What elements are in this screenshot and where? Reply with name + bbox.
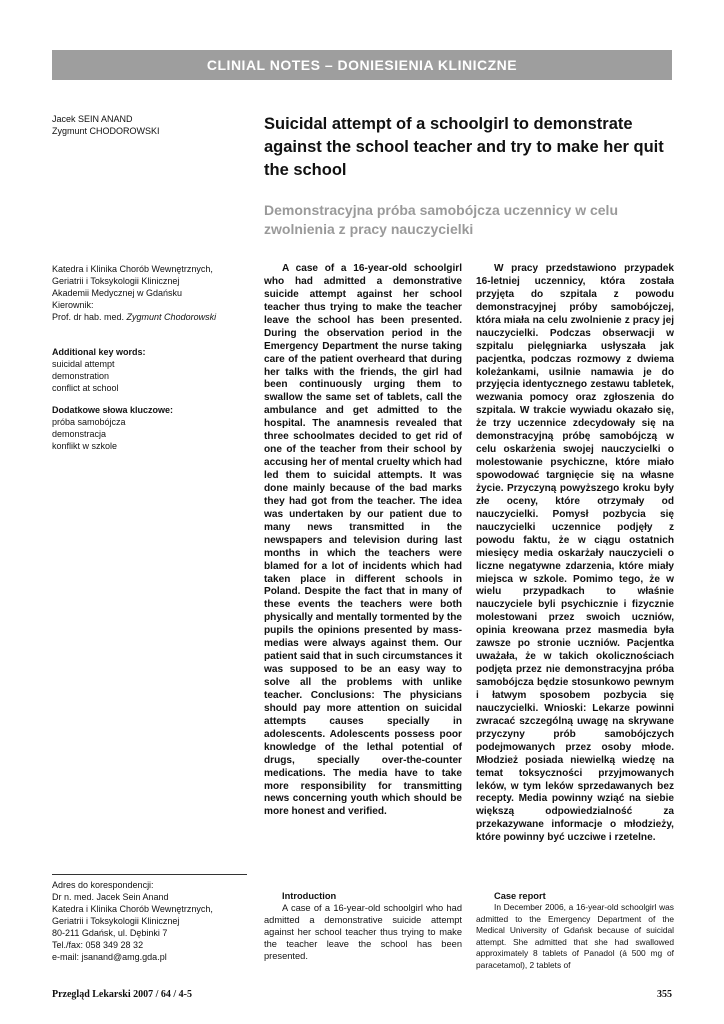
keyword-item: próba samobójcza [52,417,126,427]
author-name: Jacek SEIN ANAND [52,114,133,124]
introduction-section [264,890,462,962]
affiliation [52,263,252,323]
case-report-heading: Case report [494,891,546,901]
introduction-heading: Introduction [282,891,337,901]
article-title: Suicidal attempt of a schoolgirl to demonstrate against the school teacher and try to make her quit the school [264,115,664,179]
correspondence-line: Katedra i Klinika Chorób Wewnętrznych, [52,904,213,914]
affiliation-head-prefix: Prof. dr hab. med. [52,312,127,322]
correspondence-line: Geriatrii i Toksykologii Klinicznej [52,916,180,926]
affiliation-line: Katedra i Klinika Chorób Wewnętrznych, [52,264,213,274]
case-report-text: In December 2006, a 16-year-old schoolgirl was admitted to the Emergency Department of the Medical University of Gdańsk because of suicidal attempt. She admitted that she had swallowed approximately 8 tablets of Panadol (á 500 mg of paracetamol), 2 tablets of [476,902,674,970]
keywords-pl [52,404,252,452]
page-number: 355 [657,989,672,1000]
correspondence-address [52,874,247,963]
authors [52,113,160,137]
correspondence-line: Dr n. med. Jacek Sein Anand [52,892,169,902]
correspondence-line: Adres do korespondencji: [52,880,154,890]
affiliation-line: Akademii Medycznej w Gdańsku [52,288,183,298]
journal-citation: Przegląd Lekarski 2007 / 64 / 4-5 [52,989,192,1000]
author-name: Zygmunt CHODOROWSKI [52,126,160,136]
section-banner [52,50,672,80]
keyword-item: suicidal attempt [52,359,115,369]
keywords-title: Additional key words: [52,347,146,357]
correspondence-line: 80-211 Gdańsk, ul. Dębinki 7 [52,928,168,938]
introduction-text: A case of a 16-year-old schoolgirl who had admitted a demonstrative suicide attempt against her school teacher thus trying to make the teacher leave the school has been presented. [264,903,462,961]
keyword-item: demonstracja [52,429,107,439]
affiliation-line: Geriatrii i Toksykologii Klinicznej [52,276,180,286]
abstract-english: A case of a 16-year-old schoolgirl who had admitted a demonstrative suicide attempt against her school teacher thus trying to make the teacher leave the school has been presented. During the observation period in the Emergency Department the nurse taking care of the patient overheard that during her talks with the friends, the girl had been continuously urging them to swallow the same set of tablets, call the ambulance and get admitted to the hospital. The anamnesis revealed that three schoolmates decided to get rid of one of the teacher from their school by accusing her of mental cruelty which had led them to suicidal attempts. It was done mainly because of the bad marks they had got from the teacher. The idea was undertaken by our patient due to many news transmitted in the newspapers and television during last months in which the teachers were blamed for a lot of incidents which had taken place in different schools in Poland. Despite the fact that in many of these events the teachers were both physically and mentally tormented by the pupils the opinions presented by mass-medias were always against them. Our patient said that in such circumstances it was supposed to be an easy way to solve all the problems with unlike teacher. Conclusions: The physicians should pay more attention on suicidal attempts causes specially in adolescents. Adolescents possess poor knowledge of the lethal potential of drugs, specially over-the-counter medications. The media have to take more responsibility for transmitting news concerning youth which should be more honest and verified. [264,263,463,818]
affiliation-head [52,311,252,323]
correspondence-line: Tel./fax: 058 349 28 32 [52,940,144,950]
keywords-title: Dodatkowe słowa kluczowe: [52,405,174,415]
keyword-item: konflikt w szkole [52,441,118,451]
affiliation-head-name: Zygmunt Chodorowski [126,312,217,322]
affiliation-line: Kierownik: [52,300,94,310]
section-banner-text: CLINIAL NOTES – DONIESIENIA KLINICZNE [206,57,518,73]
keyword-item: conflict at school [52,383,119,393]
article-subtitle-polish: Demonstracyjna próba samobójcza uczennicy w celu zwolnienia z pracy nauczycielki [264,202,618,237]
abstract-polish: W pracy przedstawiono przypadek 16-letniej uczennicy, która została przyjęta do szpitala z powodu demonstracyjnej próby samobójczej, która miała na celu zwolnienie z pracy jej nauczycielki. Podczas obserwacji w szpitalu pielęgniarka usłyszała jak pacjentka, podczas rozmowy z dwiema koleżankami, usilnie namawia je do przyjęcia identycznego zestawu tabletek, wezwania pomocy oraz zgłoszenia do szpitala. W trakcie wywiadu okazało się, że trzy uczennice zdecydowały się na demonstracyjną próbę samobójczą w celu oskarżenia swojej nauczycielki o molestowanie psychiczne, które miało spowodować targnięcie się na własne życie. Przyczyną powyższego kroku były złe oceny, które otrzymały od nauczycielki. Pomysł pozbycia się nauczycielki uczennice podjęły z powodu faktu, że w ciągu ostatnich miesięcy media oskarżały nauczycieli o liczne negatywne zdarzenia, które miały miejsca w szkole. Pomimo tego, że w wielu przypadkach to właśnie nauczyciele byli psychicznie i fizycznie molestowani przez swoich uczniów, opinia kreowana przez masmedia była zawsze po stronie uczniów. Pacjentka uważała, że w takich okolicznościach podjęta przez nie demonstracyjna próba samobójcza będzie stosunkowo pewnym i łatwym sposobem pozbycia się nauczycielki. Wnioski: Lekarze powinni zwracać szczególną uwagę na skrywane przyczyny prób samobójczych podejmowanych przez osoby młode. Młodzież posiada niewielką wiedzę na temat toksyczności przyjmowanych leków, w tym leków sprzedawanych bez recepty. Media powinny wziąć na siebie większą odpowiedzialność za przekazywane informacje o młodzieży, które powinny być uczciwe i rzetelne. [476,263,674,844]
keyword-item: demonstration [52,371,110,381]
keywords-en [52,346,252,394]
correspondence-email: e-mail: jsanand@amg.gda.pl [52,952,167,962]
case-report-section [476,890,674,972]
